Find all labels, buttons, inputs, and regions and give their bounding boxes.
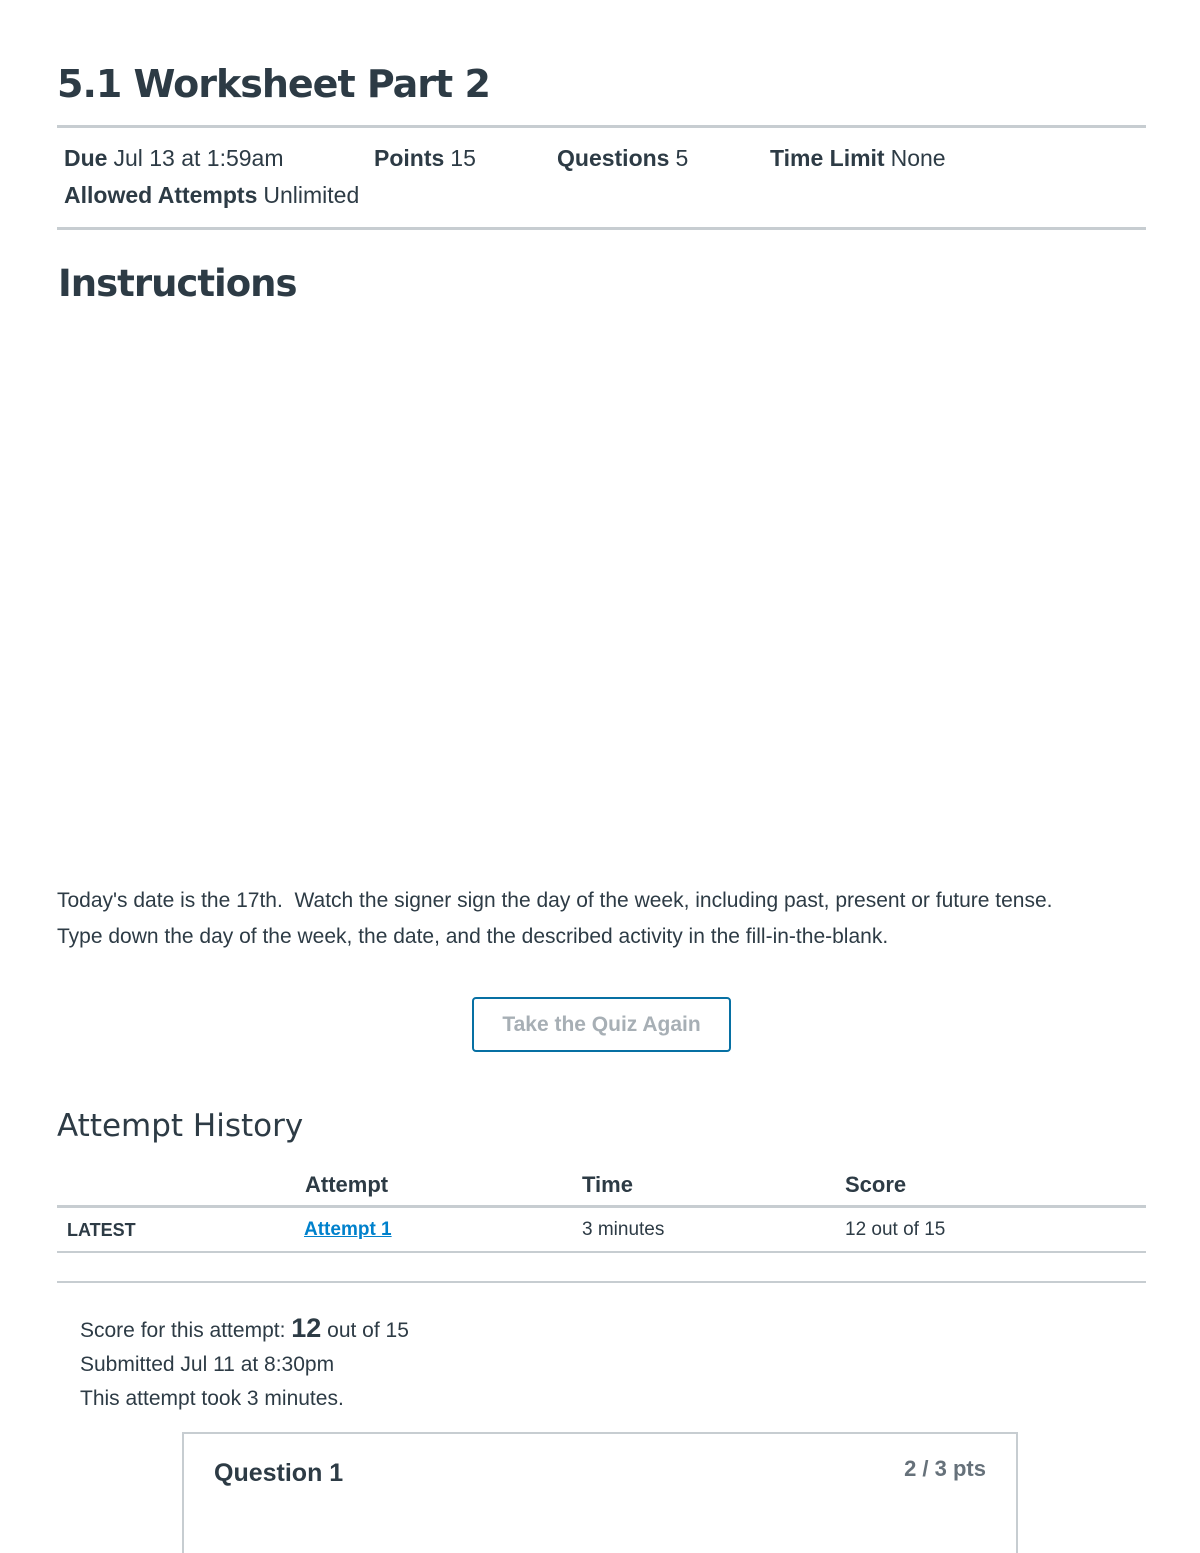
column-header-score: Score bbox=[845, 1172, 907, 1197]
column-header-time: Time bbox=[582, 1172, 633, 1197]
divider bbox=[57, 125, 1146, 128]
meta-time-limit-value: None bbox=[890, 145, 946, 171]
table-row-divider bbox=[57, 1251, 1146, 1253]
meta-time-limit-label: Time Limit bbox=[770, 145, 885, 171]
meta-attempts-label: Allowed Attempts bbox=[64, 182, 258, 208]
meta-questions-label: Questions bbox=[557, 145, 670, 171]
score-suffix: out of 15 bbox=[327, 1319, 409, 1342]
question-title: Question 1 bbox=[214, 1459, 344, 1487]
instructions-line-2: Type down the day of the week, the date, and the described activity in the fill-in-the-blank. bbox=[57, 925, 889, 948]
attempt-time: 3 minutes bbox=[582, 1219, 665, 1240]
divider bbox=[57, 227, 1146, 230]
attempt-1-link[interactable]: Attempt 1 bbox=[304, 1219, 392, 1240]
take-quiz-again-button[interactable]: Take the Quiz Again bbox=[472, 997, 731, 1052]
instructions-text bbox=[57, 883, 1146, 955]
meta-questions-value: 5 bbox=[675, 145, 689, 171]
page-title: 5.1 Worksheet Part 2 bbox=[57, 62, 490, 106]
question-card bbox=[182, 1432, 1018, 1553]
table-header-divider bbox=[57, 1205, 1146, 1208]
meta-points-value: 15 bbox=[450, 145, 476, 171]
submitted-timestamp: Submitted Jul 11 at 8:30pm bbox=[80, 1353, 335, 1376]
attempt-duration: This attempt took 3 minutes. bbox=[80, 1387, 344, 1410]
score-prefix: Score for this attempt: bbox=[80, 1319, 286, 1342]
instructions-heading: Instructions bbox=[58, 262, 297, 305]
meta-due bbox=[64, 145, 284, 172]
meta-due-value: Jul 13 at 1:59am bbox=[113, 145, 284, 171]
meta-points bbox=[374, 145, 476, 172]
meta-due-label: Due bbox=[64, 145, 108, 171]
attempt-score-summary bbox=[80, 1313, 409, 1344]
score-value: 12 bbox=[291, 1313, 322, 1343]
meta-attempts-value: Unlimited bbox=[263, 182, 360, 208]
latest-badge: LATEST bbox=[67, 1220, 136, 1240]
attempt-score: 12 out of 15 bbox=[845, 1219, 946, 1240]
meta-attempts bbox=[64, 182, 359, 209]
meta-points-label: Points bbox=[374, 145, 445, 171]
instructions-line-1: Today's date is the 17th. Watch the signer sign the day of the week, including past, present or future tense. bbox=[57, 889, 1053, 912]
meta-time-limit bbox=[770, 145, 946, 172]
divider bbox=[57, 1281, 1146, 1283]
column-header-attempt: Attempt bbox=[305, 1172, 389, 1197]
meta-questions bbox=[557, 145, 688, 172]
attempt-history-heading: Attempt History bbox=[57, 1108, 304, 1144]
question-points: 2 / 3 pts bbox=[904, 1456, 986, 1481]
